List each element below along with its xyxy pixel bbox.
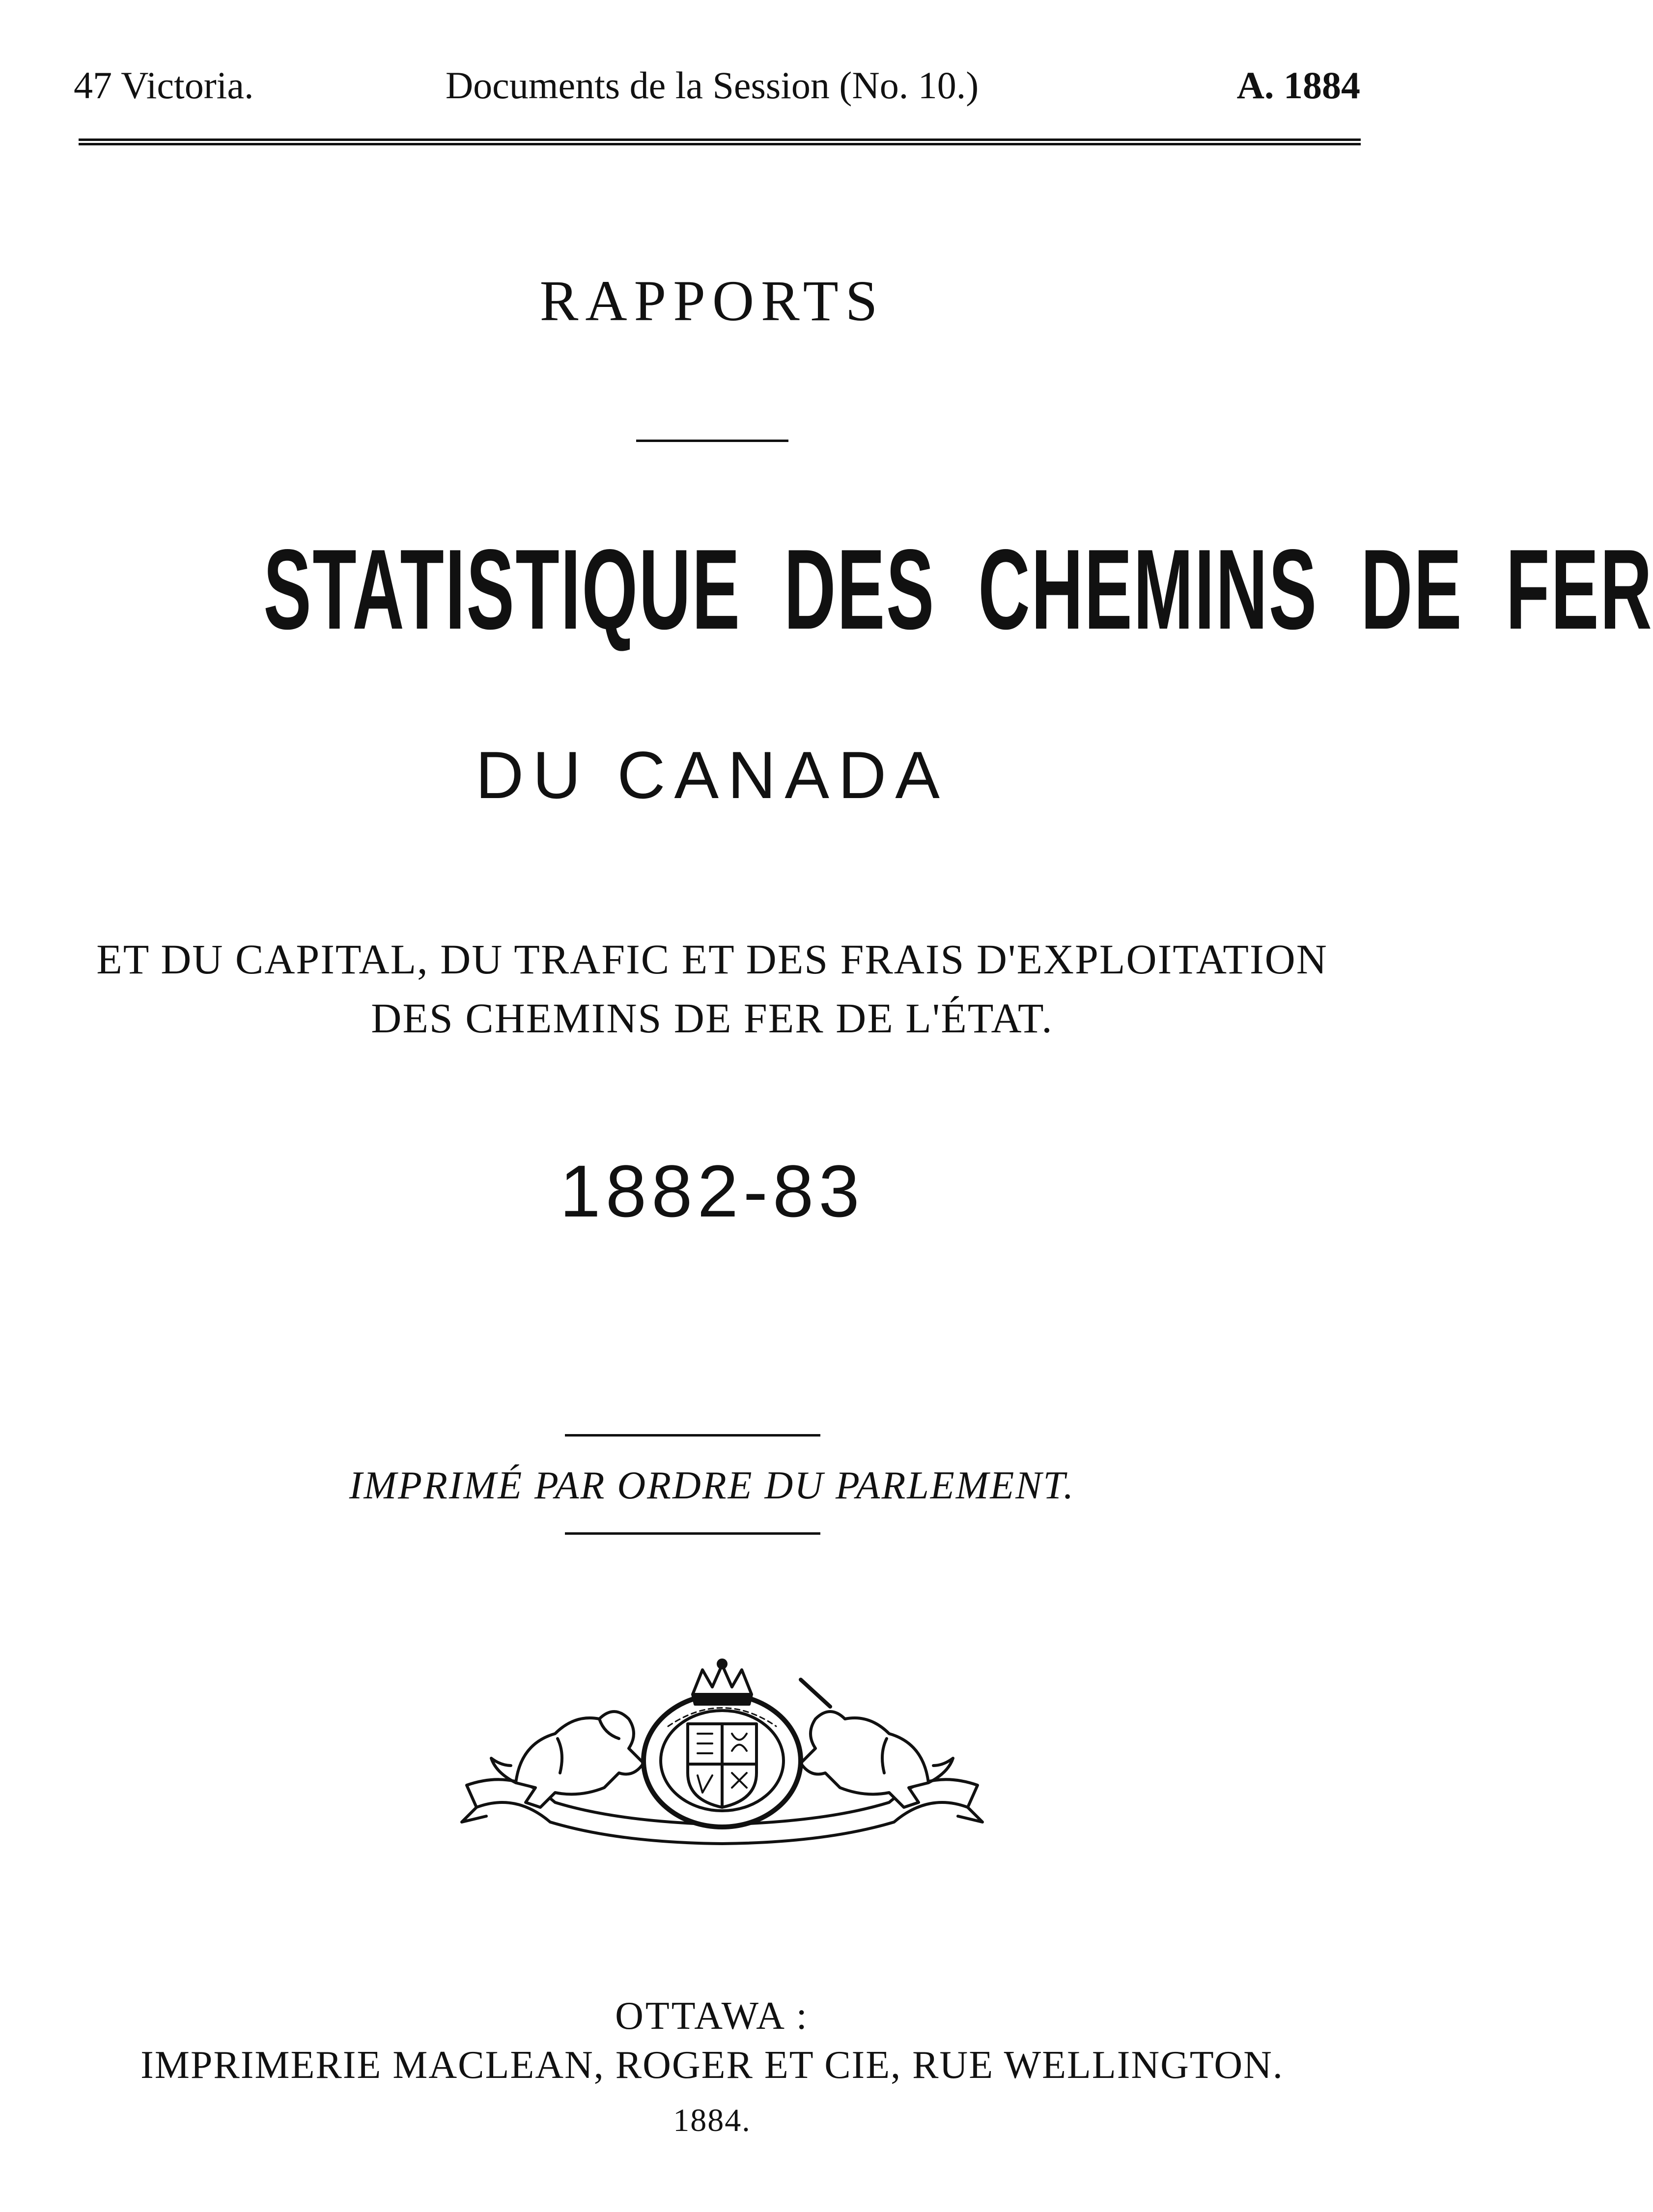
fiscal-years: 1882-83 — [560, 1150, 865, 1232]
imprint-printer: IMPRIMERIE MACLEAN, ROGER ET CIE, RUE WELLINGTON. — [140, 2044, 1284, 2087]
header-double-rule — [79, 138, 1361, 145]
printing-order: IMPRIMÉ PAR ORDRE DU PARLEMENT. — [349, 1464, 1075, 1507]
title-kicker: RAPPORTS — [539, 269, 885, 333]
title-rule — [636, 440, 788, 442]
main-title: STATISTIQUE DES CHEMINS DE FER — [263, 526, 1653, 653]
order-rule-bottom — [565, 1532, 820, 1535]
header-session-documents: Documents de la Session (No. 10.) — [445, 64, 979, 107]
title-region: DU CANADA — [476, 738, 949, 812]
subtitle-line-2: DES CHEMINS DE FER DE L'ÉTAT. — [371, 995, 1053, 1042]
order-rule-top — [565, 1434, 820, 1437]
subtitle-line-1: ET DU CAPITAL, DU TRAFIC ET DES FRAIS D'EXPLOITATION — [96, 936, 1328, 983]
royal-coat-of-arms-icon — [457, 1660, 987, 1847]
imprint-year: 1884. — [673, 2102, 751, 2138]
imprint-city: OTTAWA : — [615, 1994, 809, 2038]
header-volume: 47 Victoria. — [74, 64, 254, 107]
header-year: A. 1884 — [1236, 64, 1360, 107]
